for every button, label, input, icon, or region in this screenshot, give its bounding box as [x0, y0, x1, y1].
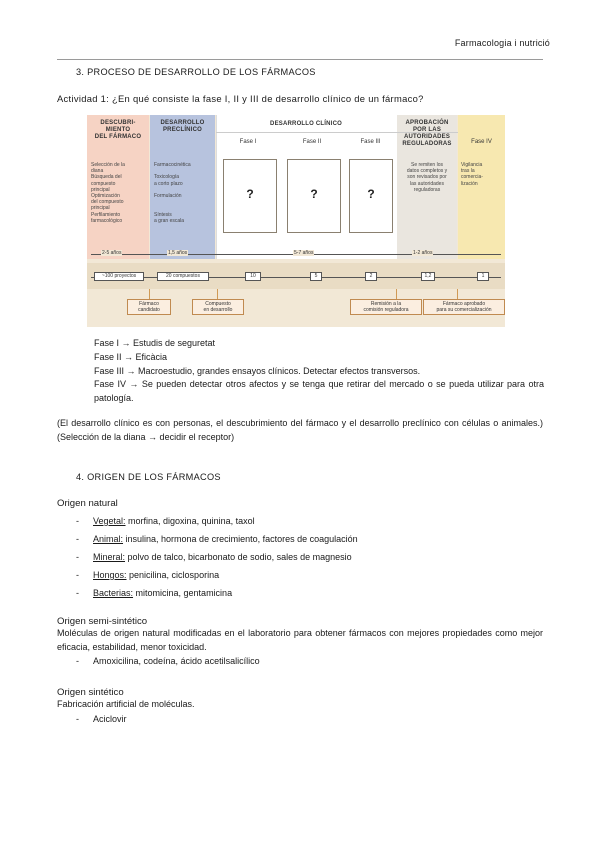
phase-header-divider: [216, 132, 458, 133]
drug-development-diagram: [87, 115, 505, 327]
years-clinical: 5-7 años: [294, 250, 314, 256]
semi-description: Moléculas de origen natural modificadas en el laboratorio para obtener fármacos con mejores propiedades como mejor eficacia, estabilidad, menor toxicidad.: [57, 628, 543, 652]
list-item: - Animal: insulina, hormona de crecimiento, factores de coagulación: [76, 530, 536, 548]
years-approval: 1-2 años: [413, 250, 433, 256]
milestone-connector: [457, 289, 458, 299]
natural-list: [76, 512, 536, 602]
milestone-connector: [217, 289, 218, 299]
list-item: - Bacterias: mitomicina, gentamicina: [76, 584, 536, 602]
count-projects: ~100 proyectos: [94, 272, 144, 281]
milestone-approved: Fármaco aprobado para su comercialización: [423, 299, 505, 315]
approval-text: Se remiten los datos completos y son revisados por las autoridades reguladoras: [406, 162, 448, 193]
phase-3-label: Fase III: [360, 139, 381, 145]
count-approval: 1,2: [421, 272, 435, 281]
milestone-in-development: Compuesto en desarrollo: [192, 299, 244, 315]
synthetic-description: Fabricación artificial de moléculas.: [57, 699, 195, 709]
phase-1-question: ?: [246, 187, 254, 201]
section-3-title: 3. PROCESO DE DESARROLLO DE LOS FÁRMACOS: [76, 67, 316, 77]
preclinical-header: DESARROLLO PRECLÍNICO: [160, 120, 205, 133]
phase4-column: [458, 115, 505, 259]
approval-header: APROBACIÓN POR LAS AUTORIDADES REGULADORAS: [402, 120, 452, 147]
list-item: - Mineral: polvo de talco, bicarbonato de sodio, sales de magnesio: [76, 548, 536, 566]
milestone-candidate: Fármaco candidato: [127, 299, 171, 315]
phase-1-label: Fase I: [239, 139, 257, 145]
phase-3-question: ?: [367, 187, 375, 201]
synthetic-list: [76, 710, 536, 728]
count-compounds: 20 compuestos: [157, 272, 209, 281]
list-item: - Hongos: penicilina, ciclosporina: [76, 566, 536, 584]
count-phase4: 1: [477, 272, 489, 281]
phase-notes: [94, 337, 544, 406]
milestone-regulatory-submission: Remisión a la comisión reguladora: [350, 299, 422, 315]
list-item: - Vegetal: morfina, digoxina, quinina, taxol: [76, 512, 536, 530]
clinical-header: DESARROLLO CLÍNICO: [270, 121, 342, 127]
phase-note-1: Fase I → Estudis de seguretat: [94, 338, 216, 348]
course-header: Farmacologia i nutrició: [454, 38, 550, 48]
count-phase3: 2: [365, 272, 377, 281]
phase-note-4: Fase IV → Se pueden detectar otros afectos y se tenga que retirar del mercado o se pueda utilizar para otra patología.: [94, 379, 544, 404]
count-phase2: 5: [310, 272, 322, 281]
phase-2-question: ?: [310, 187, 318, 201]
discovery-text: Selección de la diana Búsqueda del compuesto principal Optimización del compuesto principal Perfilamiento farmacológico: [91, 162, 125, 224]
phase-4-label: Fase IV: [471, 139, 492, 145]
semi-list: [76, 652, 536, 670]
phase-2-label: Fase II: [302, 139, 322, 145]
phase-note-2: Fase II → Eficàcia: [94, 351, 168, 362]
list-item: - Aciclovir: [76, 710, 536, 728]
discovery-header: DESCUBRI- MIENTO DEL FÁRMACO: [94, 120, 142, 140]
count-phase1: 10: [245, 272, 261, 281]
phase-note-3: Fase III → Macroestudio, grandes ensayos clínicos. Detectar efectos transversos.: [94, 365, 421, 376]
semi-heading: Origen semi-sintético: [57, 616, 148, 627]
years-discovery: 2-5 años: [102, 250, 122, 256]
activity-question: Actividad 1: ¿En qué consiste la fase I, II y III de desarrollo clínico de un fármaco?: [57, 93, 424, 104]
list-item: - Amoxicilina, codeína, ácido acetilsalicílico: [76, 652, 536, 670]
clinical-note: (El desarrollo clínico es con personas, el descubrimiento del fármaco y el desarrollo preclínico con células o animales.) (Selección de la diana → decidir el receptor): [57, 418, 543, 442]
counts-timeline-line: [91, 277, 501, 278]
phase4-text: Vigilancia tras la comercia- lización: [461, 162, 483, 187]
counts-band: [87, 263, 505, 289]
years-preclinical: 1,5 años: [168, 250, 188, 256]
synthetic-heading: Origen sintético: [57, 687, 124, 698]
natural-heading: Origen natural: [57, 498, 118, 509]
milestone-connector: [149, 289, 150, 299]
section-4-title: 4. ORIGEN DE LOS FÁRMACOS: [76, 472, 221, 482]
milestone-connector: [396, 289, 397, 299]
header-divider: [57, 59, 543, 60]
preclinical-text: Farmacocinética Toxicología a corto plazo Formulación Síntesis a gran escala: [154, 162, 191, 224]
